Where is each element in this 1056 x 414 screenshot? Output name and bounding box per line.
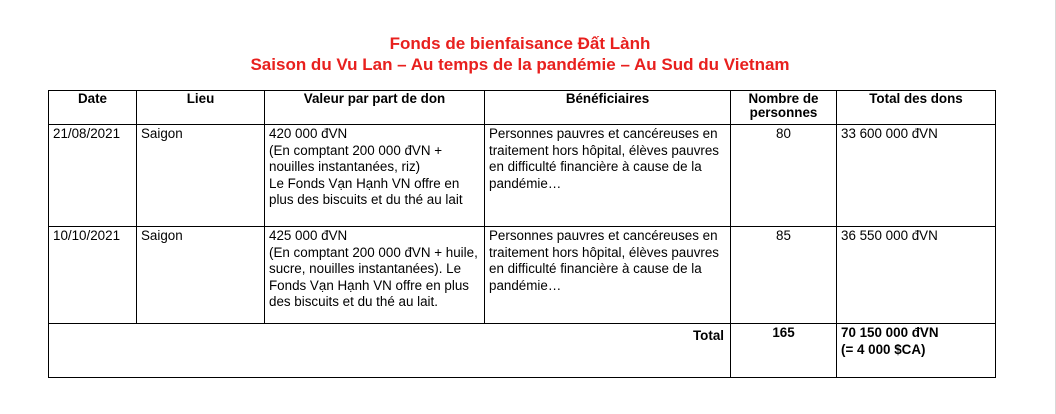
total-amount bbox=[837, 324, 996, 378]
valeur-amount: 420 000 đVN bbox=[269, 126, 348, 141]
header-date: Date bbox=[49, 91, 137, 125]
totals-row bbox=[49, 324, 996, 378]
row-beneficiaires: Personnes pauvres et cancéreuses en traitement hors hôpital, élèves pauvres en difficulté financière à cause de la pandémie… bbox=[485, 125, 731, 227]
valeur-detail: (En comptant 200 000 đVN + nouilles instantanées, riz) bbox=[269, 142, 443, 174]
table-header-row bbox=[49, 91, 996, 125]
table-row bbox=[49, 227, 996, 324]
row-date: 21/08/2021 bbox=[49, 125, 137, 227]
valeur-extra: Le Fonds Vạn Hạnh VN offre en plus des biscuits et du thé au lait bbox=[269, 175, 463, 207]
row-total: 36 550 000 đVN bbox=[837, 227, 996, 324]
total-cad: (= 4 000 $CA) bbox=[841, 341, 926, 357]
header-valeur: Valeur par part de don bbox=[265, 91, 485, 125]
donations-table bbox=[48, 90, 996, 378]
document-title: Fonds de bienfaisance Đất Lành bbox=[389, 34, 651, 53]
row-total: 33 600 000 đVN bbox=[837, 125, 996, 227]
header-nombre: Nombre de personnes bbox=[731, 91, 837, 125]
header-lieu: Lieu bbox=[137, 91, 265, 125]
row-beneficiaires: Personnes pauvres et cancéreuses en traitement hors hôpital, élèves pauvres en difficulté financière à cause de la pandémie… bbox=[485, 227, 731, 324]
row-valeur bbox=[265, 125, 485, 227]
total-label: Total bbox=[49, 324, 731, 378]
document-subtitle: Saison du Vu Lan – Au temps de la pandémie – Au Sud du Vietnam bbox=[250, 55, 790, 74]
row-date: 10/10/2021 bbox=[49, 227, 137, 324]
row-lieu: Saigon bbox=[137, 125, 265, 227]
row-valeur bbox=[265, 227, 485, 324]
total-vnd: 70 150 000 đVN bbox=[841, 325, 939, 340]
total-nombre: 165 bbox=[731, 324, 837, 378]
header-beneficiaires: Bénéficiaires bbox=[485, 91, 731, 125]
row-nombre: 85 bbox=[731, 227, 837, 324]
row-nombre: 80 bbox=[731, 125, 837, 227]
table-row bbox=[49, 125, 996, 227]
row-lieu: Saigon bbox=[137, 227, 265, 324]
valeur-amount: 425 000 đVN bbox=[269, 228, 348, 243]
valeur-detail: (En comptant 200 000 đVN + huile, sucre, nouilles instantanées). Le Fonds Vạn Hạnh VN offre en plus des biscuits et du thé au lait. bbox=[269, 244, 478, 309]
header-total: Total des dons bbox=[837, 91, 996, 125]
